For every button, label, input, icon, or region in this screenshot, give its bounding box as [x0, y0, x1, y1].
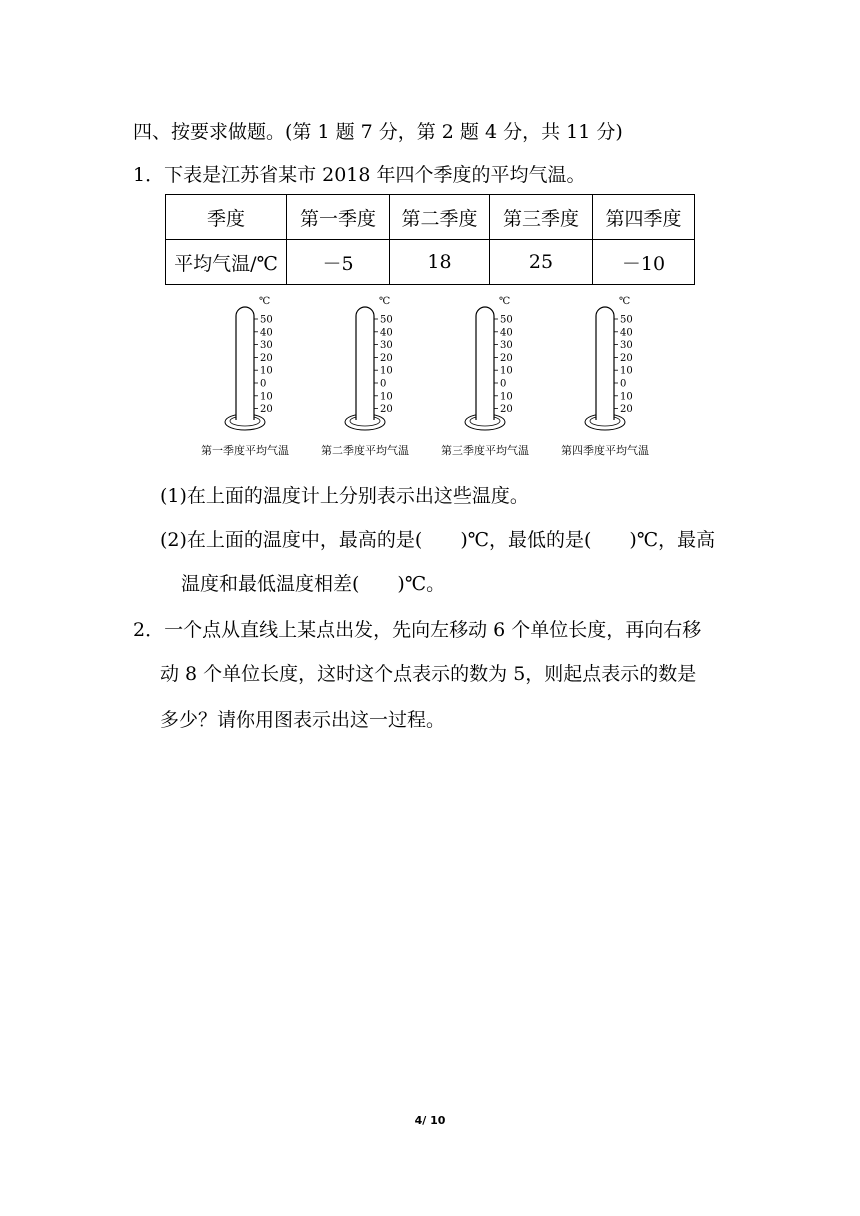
tick-label: 20	[620, 352, 633, 364]
tick-label: 0	[380, 378, 387, 390]
tick-label: 10	[620, 391, 633, 403]
tick-label: 40	[380, 327, 393, 339]
question-1-stem: 1．下表是江苏省某市 2018 年四个季度的平均气温。	[133, 164, 586, 186]
table-cell: 第一季度	[287, 195, 390, 240]
table-cell: 18	[390, 240, 490, 285]
question-2-line-1: 2．一个点从直线上某点出发，先向左移动 6 个单位长度，再向右移	[133, 619, 702, 641]
thermometer-caption: 第一季度平均气温	[201, 444, 289, 457]
thermometer-tube	[236, 307, 254, 420]
tick-label: 30	[500, 340, 513, 352]
tick-label: 50	[380, 314, 393, 326]
tick-label: 10	[620, 365, 633, 377]
table-header-row	[166, 195, 695, 240]
tick-label: 50	[260, 314, 273, 326]
table-cell: 第四季度	[593, 195, 695, 240]
tick-label: 10	[260, 365, 273, 377]
table-cell: 25	[490, 240, 593, 285]
tick-label: 10	[500, 391, 513, 403]
tick-label: 30	[620, 340, 633, 352]
tick-label: 20	[380, 352, 393, 364]
tick-label: 0	[620, 378, 627, 390]
tick-label: 40	[260, 327, 273, 339]
table-row	[166, 240, 695, 285]
thermometer-tube	[596, 307, 614, 420]
thermometer	[201, 296, 289, 457]
question-1-part-1: (1)在上面的温度计上分别表示出这些温度。	[160, 485, 529, 507]
tick-label: 50	[500, 314, 513, 326]
page-number: 4/ 10	[414, 1114, 446, 1127]
table-cell: 第三季度	[490, 195, 593, 240]
unit-label: ℃	[379, 296, 391, 307]
thermometer-caption: 第三季度平均气温	[441, 444, 529, 457]
question-1-part-2-line-1: (2)在上面的温度中，最高的是( )℃，最低的是( )℃，最高	[160, 529, 716, 551]
thermometer-tube	[476, 307, 494, 420]
tick-label: 10	[380, 365, 393, 377]
tick-label: 10	[500, 365, 513, 377]
section-title: 四、按要求做题。(第 1 题 7 分，第 2 题 4 分，共 11 分)	[133, 121, 623, 143]
thermometer	[561, 296, 649, 457]
thermometer-tube	[356, 307, 374, 420]
tick-label: 0	[260, 378, 267, 390]
unit-label: ℃	[499, 296, 511, 307]
temperature-table	[165, 194, 695, 285]
tick-label: 20	[500, 404, 513, 416]
question-1-part-2-line-2: 温度和最低温度相差( )℃。	[181, 573, 446, 595]
tick-label: 40	[500, 327, 513, 339]
tick-label: 10	[380, 391, 393, 403]
tick-label: 20	[260, 352, 273, 364]
table-cell: 第二季度	[390, 195, 490, 240]
thermometer-caption: 第二季度平均气温	[321, 444, 409, 457]
tick-label: 10	[260, 391, 273, 403]
unit-label: ℃	[259, 296, 271, 307]
table-cell: －5	[287, 240, 390, 285]
question-2-line-3: 多少？请你用图表示出这一过程。	[160, 709, 446, 731]
question-2-line-2: 动 8 个单位长度，这时这个点表示的数为 5，则起点表示的数是	[160, 663, 697, 685]
tick-label: 20	[620, 404, 633, 416]
tick-label: 30	[380, 340, 393, 352]
tick-label: 30	[260, 340, 273, 352]
tick-label: 40	[620, 327, 633, 339]
table-cell: 平均气温/℃	[166, 240, 287, 285]
thermometer	[441, 296, 529, 457]
tick-label: 0	[500, 378, 507, 390]
table-cell: 季度	[166, 195, 287, 240]
table-cell: －10	[593, 240, 695, 285]
tick-label: 20	[380, 404, 393, 416]
thermometer	[321, 296, 409, 457]
tick-label: 50	[620, 314, 633, 326]
thermometer-caption: 第四季度平均气温	[561, 444, 649, 457]
thermometer-figure	[195, 294, 675, 459]
tick-label: 20	[500, 352, 513, 364]
unit-label: ℃	[619, 296, 631, 307]
tick-label: 20	[260, 404, 273, 416]
